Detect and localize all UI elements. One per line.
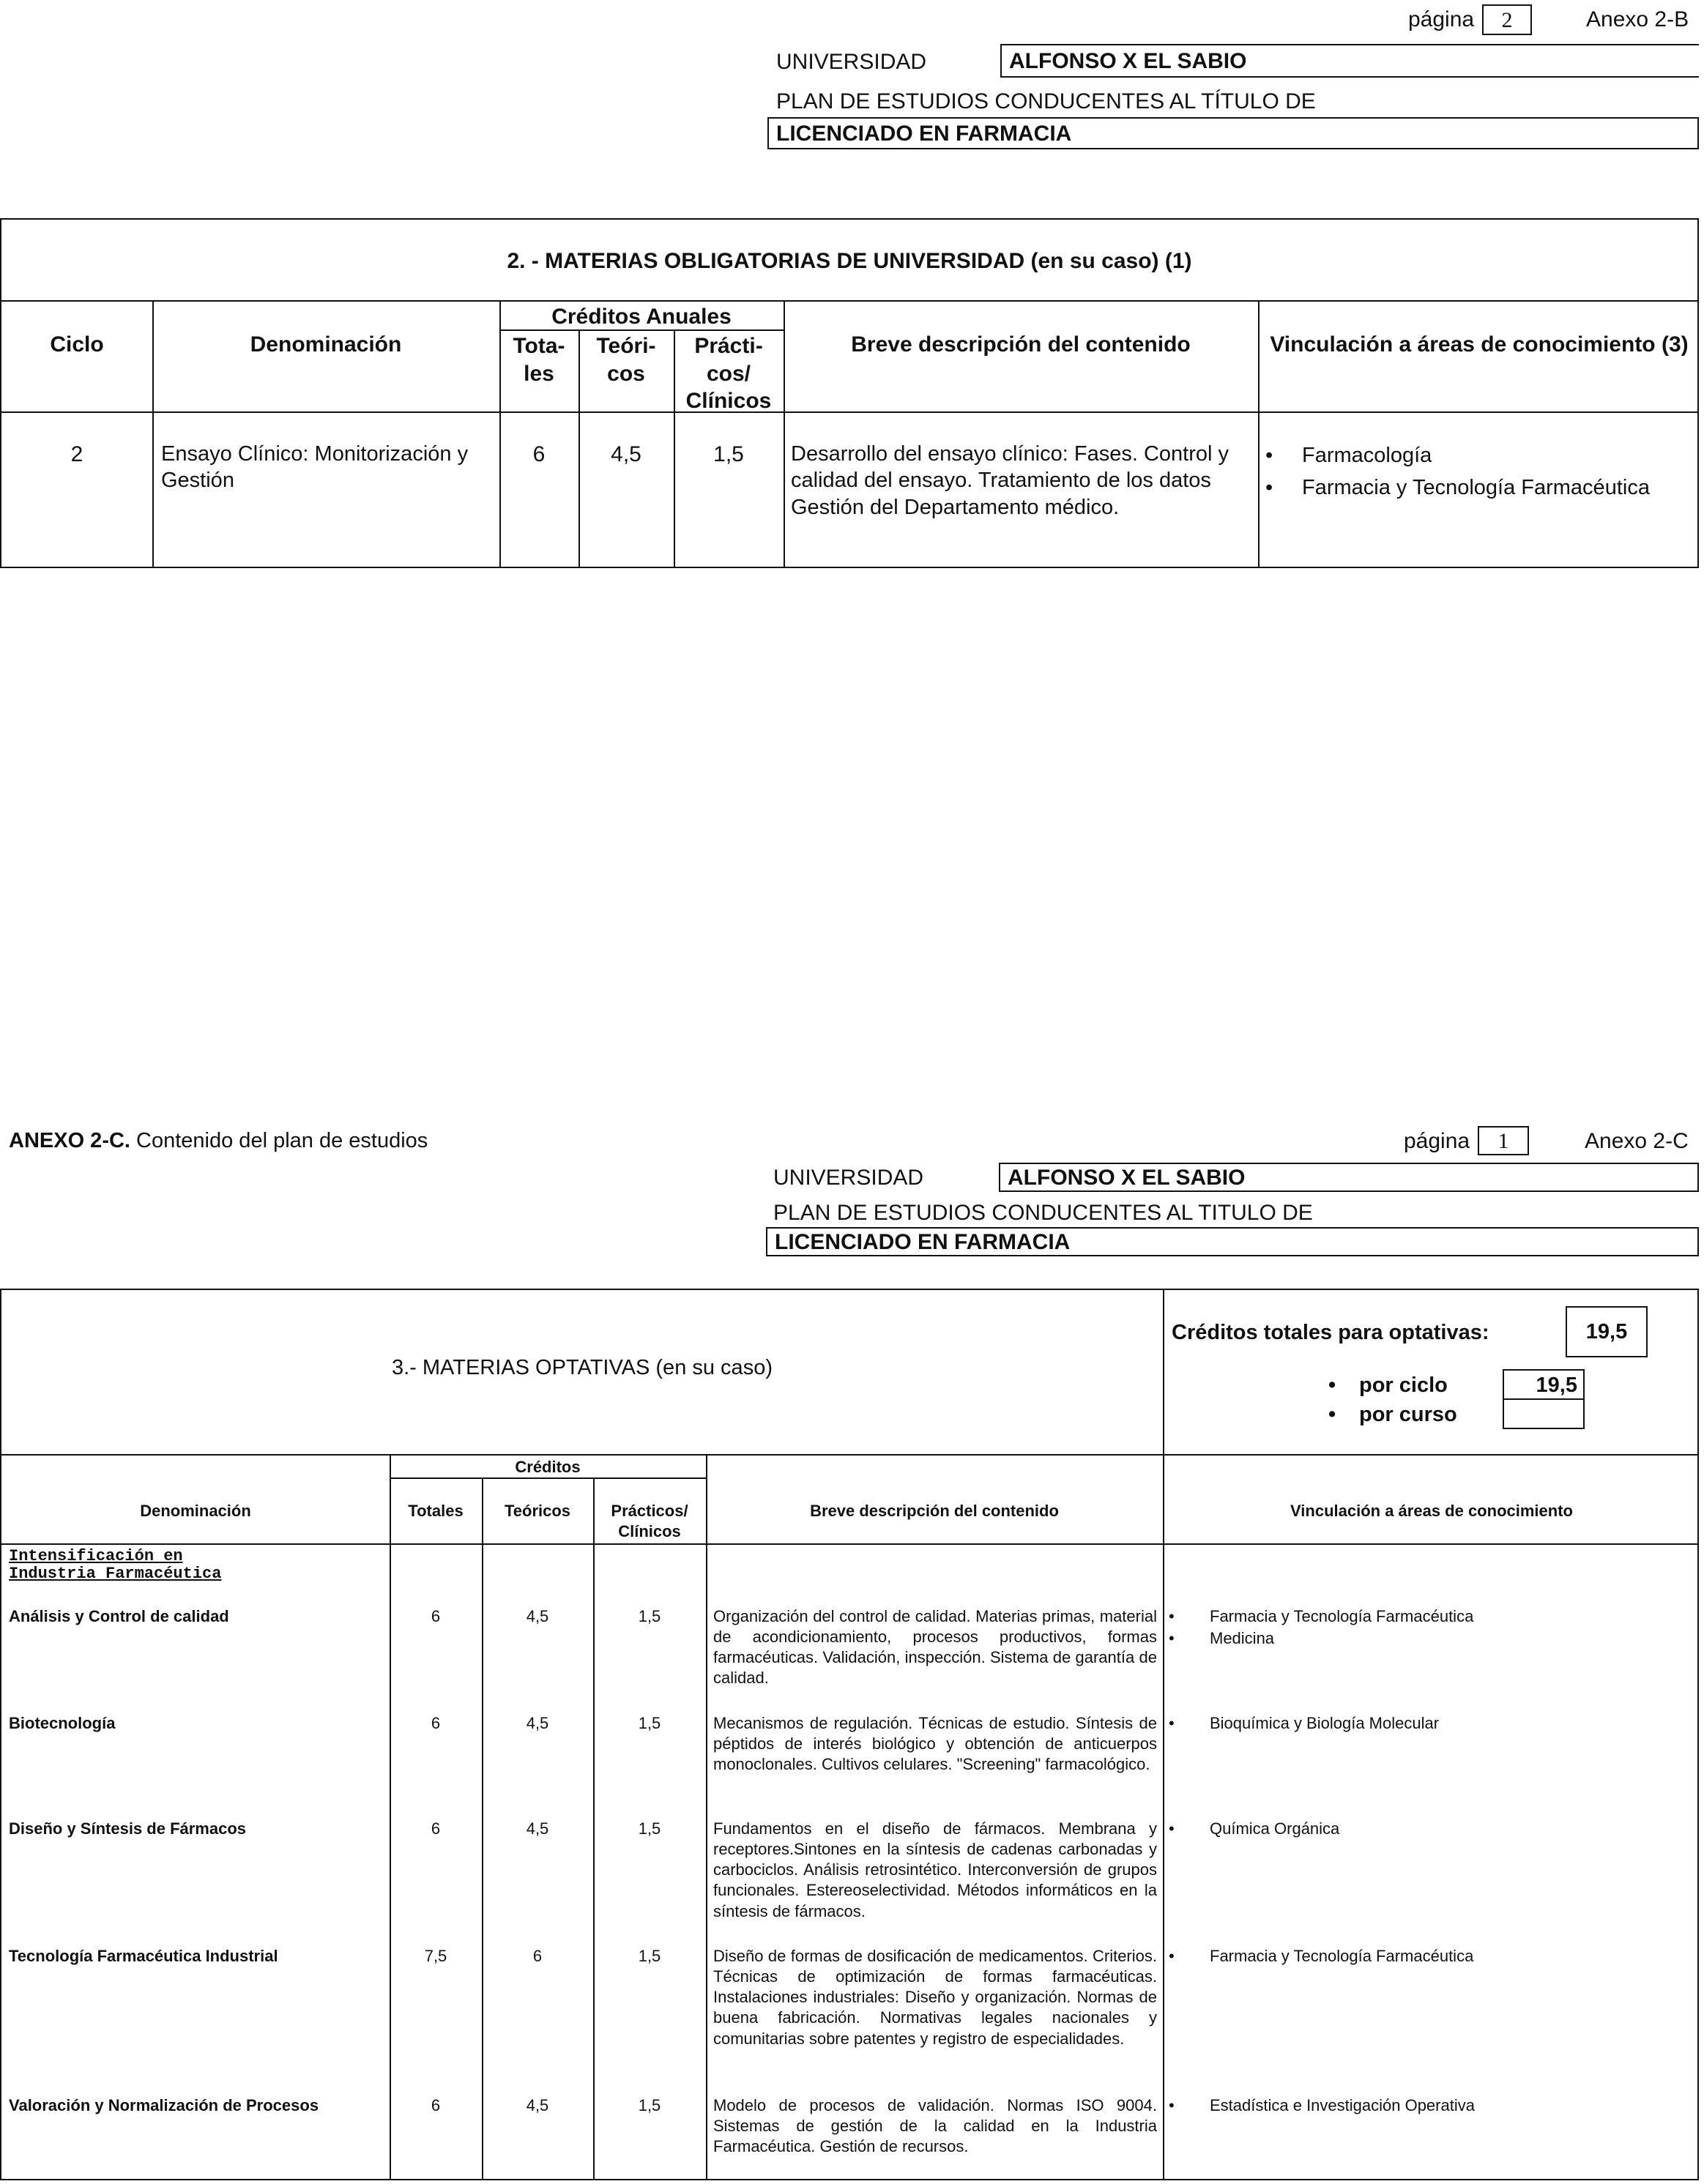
- row-totales: 7,5: [424, 1947, 447, 1965]
- row-denominacion: Análisis y Control de calidad: [9, 1607, 229, 1625]
- pagina-label-1: página: [1408, 7, 1475, 31]
- area-item: • Química Orgánica: [1169, 1819, 1340, 1838]
- divider: [1, 411, 1697, 413]
- creditos-totales-box: 19,5: [1566, 1306, 1648, 1357]
- plan-label-1: PLAN DE ESTUDIOS CONDUCENTES AL TÍTULO DE: [776, 89, 1316, 113]
- area-item: • Estadística e Investigación Operativa: [1169, 2096, 1475, 2114]
- pagina-label-2: página: [1404, 1129, 1470, 1153]
- row-teoricos: 4,5: [526, 1714, 549, 1732]
- optativas-table: [0, 1289, 1699, 2180]
- row-areas: [1163, 1946, 1697, 1968]
- area-item: • Medicina: [1169, 1629, 1275, 1648]
- titulo-value-box-2: LICENCIADO EN FARMACIA: [766, 1227, 1699, 1256]
- area-item: • Farmacia y Tecnología Farmacéutica: [1265, 476, 1650, 500]
- header-creditos-anuales: Créditos Anuales: [551, 305, 732, 329]
- divider: [390, 1477, 707, 1479]
- row-practicos: 1,5: [713, 442, 744, 466]
- obligatorias-table: [0, 218, 1699, 568]
- row-areas: [1163, 1606, 1697, 1650]
- universidad-value-box-1: ALFONSO X EL SABIO: [1000, 44, 1699, 78]
- row-denominacion: Ensayo Clínico: Monitorización y Gestión: [161, 442, 469, 493]
- header-descripcion: Breve descripción del contenido: [810, 1502, 1059, 1520]
- plan-label-2: PLAN DE ESTUDIOS CONDUCENTES AL TITULO DE: [773, 1201, 1313, 1225]
- row-areas: [1163, 1713, 1697, 1735]
- por-ciclo-label: • por ciclo: [1328, 1374, 1448, 1397]
- header-vinculacion: Vinculación a áreas de conocimiento (3): [1270, 332, 1689, 357]
- header-totales: [499, 332, 578, 387]
- header-descripcion: Breve descripción del contenido: [851, 332, 1191, 357]
- area-item: • Farmacia y Tecnología Farmacéutica: [1169, 1947, 1474, 1965]
- row-practicos: 1,5: [638, 1819, 661, 1838]
- row-descripcion: Modelo de procesos de validación. Normas ISO 9004. Sistemas de gestión de la calidad en la Industria Farmacéutica. Gestión de recursos.: [713, 2096, 1157, 2156]
- header-totales-line2: les: [524, 361, 554, 386]
- anexo-label-2: Anexo 2-C: [1585, 1129, 1689, 1153]
- universidad-label-1: UNIVERSIDAD: [776, 50, 927, 74]
- divider: [1, 300, 1697, 302]
- row-teoricos: 4,5: [611, 442, 641, 466]
- row-descripcion: Fundamentos en el diseño de fármacos. Membrana y receptores.Sintones en la síntesis de cadenas carbonadas y carbociclos. Análisis retrosintético. Interconversión de grupos funcionales. Estereoselectividad. Métodos informáticos en la síntesis de fármacos.: [713, 1819, 1157, 1920]
- por-ciclo-box: 19,5: [1503, 1369, 1585, 1400]
- table-title: 2. - MATERIAS OBLIGATORIAS DE UNIVERSIDAD (en su caso) (1): [507, 249, 1192, 273]
- row-descripcion: Organización del control de calidad. Materias primas, material de acondicionamiento, procesos productivos, formas farmacéuticas. Validación, inspección. Sistema de garantía de calidad.: [713, 1607, 1157, 1688]
- universidad-value-box-2: ALFONSO X EL SABIO: [999, 1163, 1699, 1192]
- row-practicos: 1,5: [638, 1607, 661, 1625]
- header-practicos: [674, 332, 784, 415]
- header-practicos-line3: Clínicos: [685, 389, 772, 413]
- row-descripcion: Mecanismos de regulación. Técnicas de estudio. Síntesis de péptidos de interés biológico y obtención de anticuerpos monoclonales. Cultivos celulares. "Screening" farmacológico.: [713, 1714, 1157, 1774]
- pagina-number-box-1: 2: [1482, 4, 1532, 35]
- row-ciclo: 2: [70, 442, 83, 466]
- header-totales: Totales: [408, 1502, 464, 1520]
- header-teoricos-line1: Teóri-: [596, 334, 656, 358]
- row-totales: 6: [431, 1607, 441, 1625]
- row-teoricos: 4,5: [526, 1819, 549, 1838]
- row-practicos: 1,5: [638, 1947, 661, 1965]
- header-practicos-line1: Prácticos/: [611, 1502, 688, 1520]
- group-label: [9, 1548, 390, 1583]
- row-practicos: 1,5: [638, 1714, 661, 1732]
- row-practicos: 1,5: [638, 2096, 661, 2114]
- divider: [706, 1454, 707, 2179]
- divider: [390, 1454, 391, 2179]
- group-label-line1: Intensificación en: [9, 1547, 183, 1565]
- row-descripcion: Diseño de formas de dosificación de medicamentos. Criterios. Técnicas de optimización de formas farmacéuticas. Instalaciones industriales: Diseño y organización. Normas de buena fabricación. Normativas legales nacionales y comunitarias sobre patentes y registro de especialidades.: [713, 1947, 1157, 2048]
- table-title: 3.- MATERIAS OPTATIVAS (en su caso): [392, 1356, 773, 1379]
- row-totales: 6: [532, 442, 546, 466]
- header-practicos-line1: Prácti-: [694, 334, 763, 358]
- pagina-number-box-2: 1: [1478, 1126, 1529, 1155]
- divider: [1, 1454, 1697, 1456]
- row-areas: [1163, 1819, 1697, 1841]
- anexo-label-1: Anexo 2-B: [1586, 7, 1689, 31]
- row-teoricos: 6: [532, 1947, 543, 1965]
- row-totales: 6: [431, 1819, 441, 1838]
- por-curso-box: [1503, 1398, 1585, 1429]
- anexo-heading: ANEXO 2-C. Contenido del plan de estudios: [9, 1129, 428, 1152]
- area-item: • Farmacología: [1265, 444, 1432, 467]
- creditos-totales-label: Créditos totales para optativas:: [1172, 1321, 1489, 1344]
- header-totales-line1: Tota-: [513, 334, 565, 358]
- area-item: • Bioquímica y Biología Molecular: [1169, 1714, 1440, 1732]
- universidad-label-2: UNIVERSIDAD: [773, 1166, 924, 1190]
- row-totales: 6: [431, 1714, 441, 1732]
- row-descripcion: Desarrollo del ensayo clínico: Fases. Control y calidad del ensayo. Tratamiento de los datos Gestión del Departamento médico.: [791, 442, 1229, 519]
- header-practicos-line2: cos/: [706, 361, 751, 386]
- por-curso-label: • por curso: [1328, 1403, 1457, 1426]
- group-label-line2: Industria Farmacéutica: [9, 1565, 222, 1584]
- header-teoricos: Teóricos: [504, 1502, 571, 1520]
- header-creditos: Créditos: [515, 1458, 581, 1476]
- header-teoricos: [578, 332, 674, 387]
- row-areas: [1265, 442, 1697, 507]
- row-teoricos: 4,5: [526, 2096, 549, 2114]
- area-item: • Farmacia y Tecnología Farmacéutica: [1169, 1607, 1474, 1625]
- header-vinculacion: Vinculación a áreas de conocimiento: [1290, 1502, 1573, 1520]
- row-totales: 6: [431, 2096, 441, 2114]
- divider: [1, 1543, 1697, 1545]
- row-denominacion: Tecnología Farmacéutica Industrial: [9, 1947, 278, 1965]
- header-teoricos-line2: cos: [607, 361, 645, 386]
- header-ciclo: Ciclo: [50, 332, 104, 357]
- row-areas: [1163, 2095, 1697, 2117]
- header-denominacion: Denominación: [250, 332, 402, 357]
- row-denominacion: Valoración y Normalización de Procesos: [9, 2096, 319, 2114]
- row-teoricos: 4,5: [526, 1607, 549, 1625]
- row-denominacion: Biotecnología: [9, 1714, 116, 1732]
- titulo-value-box-1: LICENCIADO EN FARMACIA: [767, 117, 1699, 149]
- header-denominacion: Denominación: [140, 1502, 251, 1520]
- header-practicos-line2: Clínicos: [618, 1522, 681, 1541]
- row-denominacion: Diseño y Síntesis de Fármacos: [9, 1819, 247, 1838]
- header-practicos: [593, 1501, 706, 1542]
